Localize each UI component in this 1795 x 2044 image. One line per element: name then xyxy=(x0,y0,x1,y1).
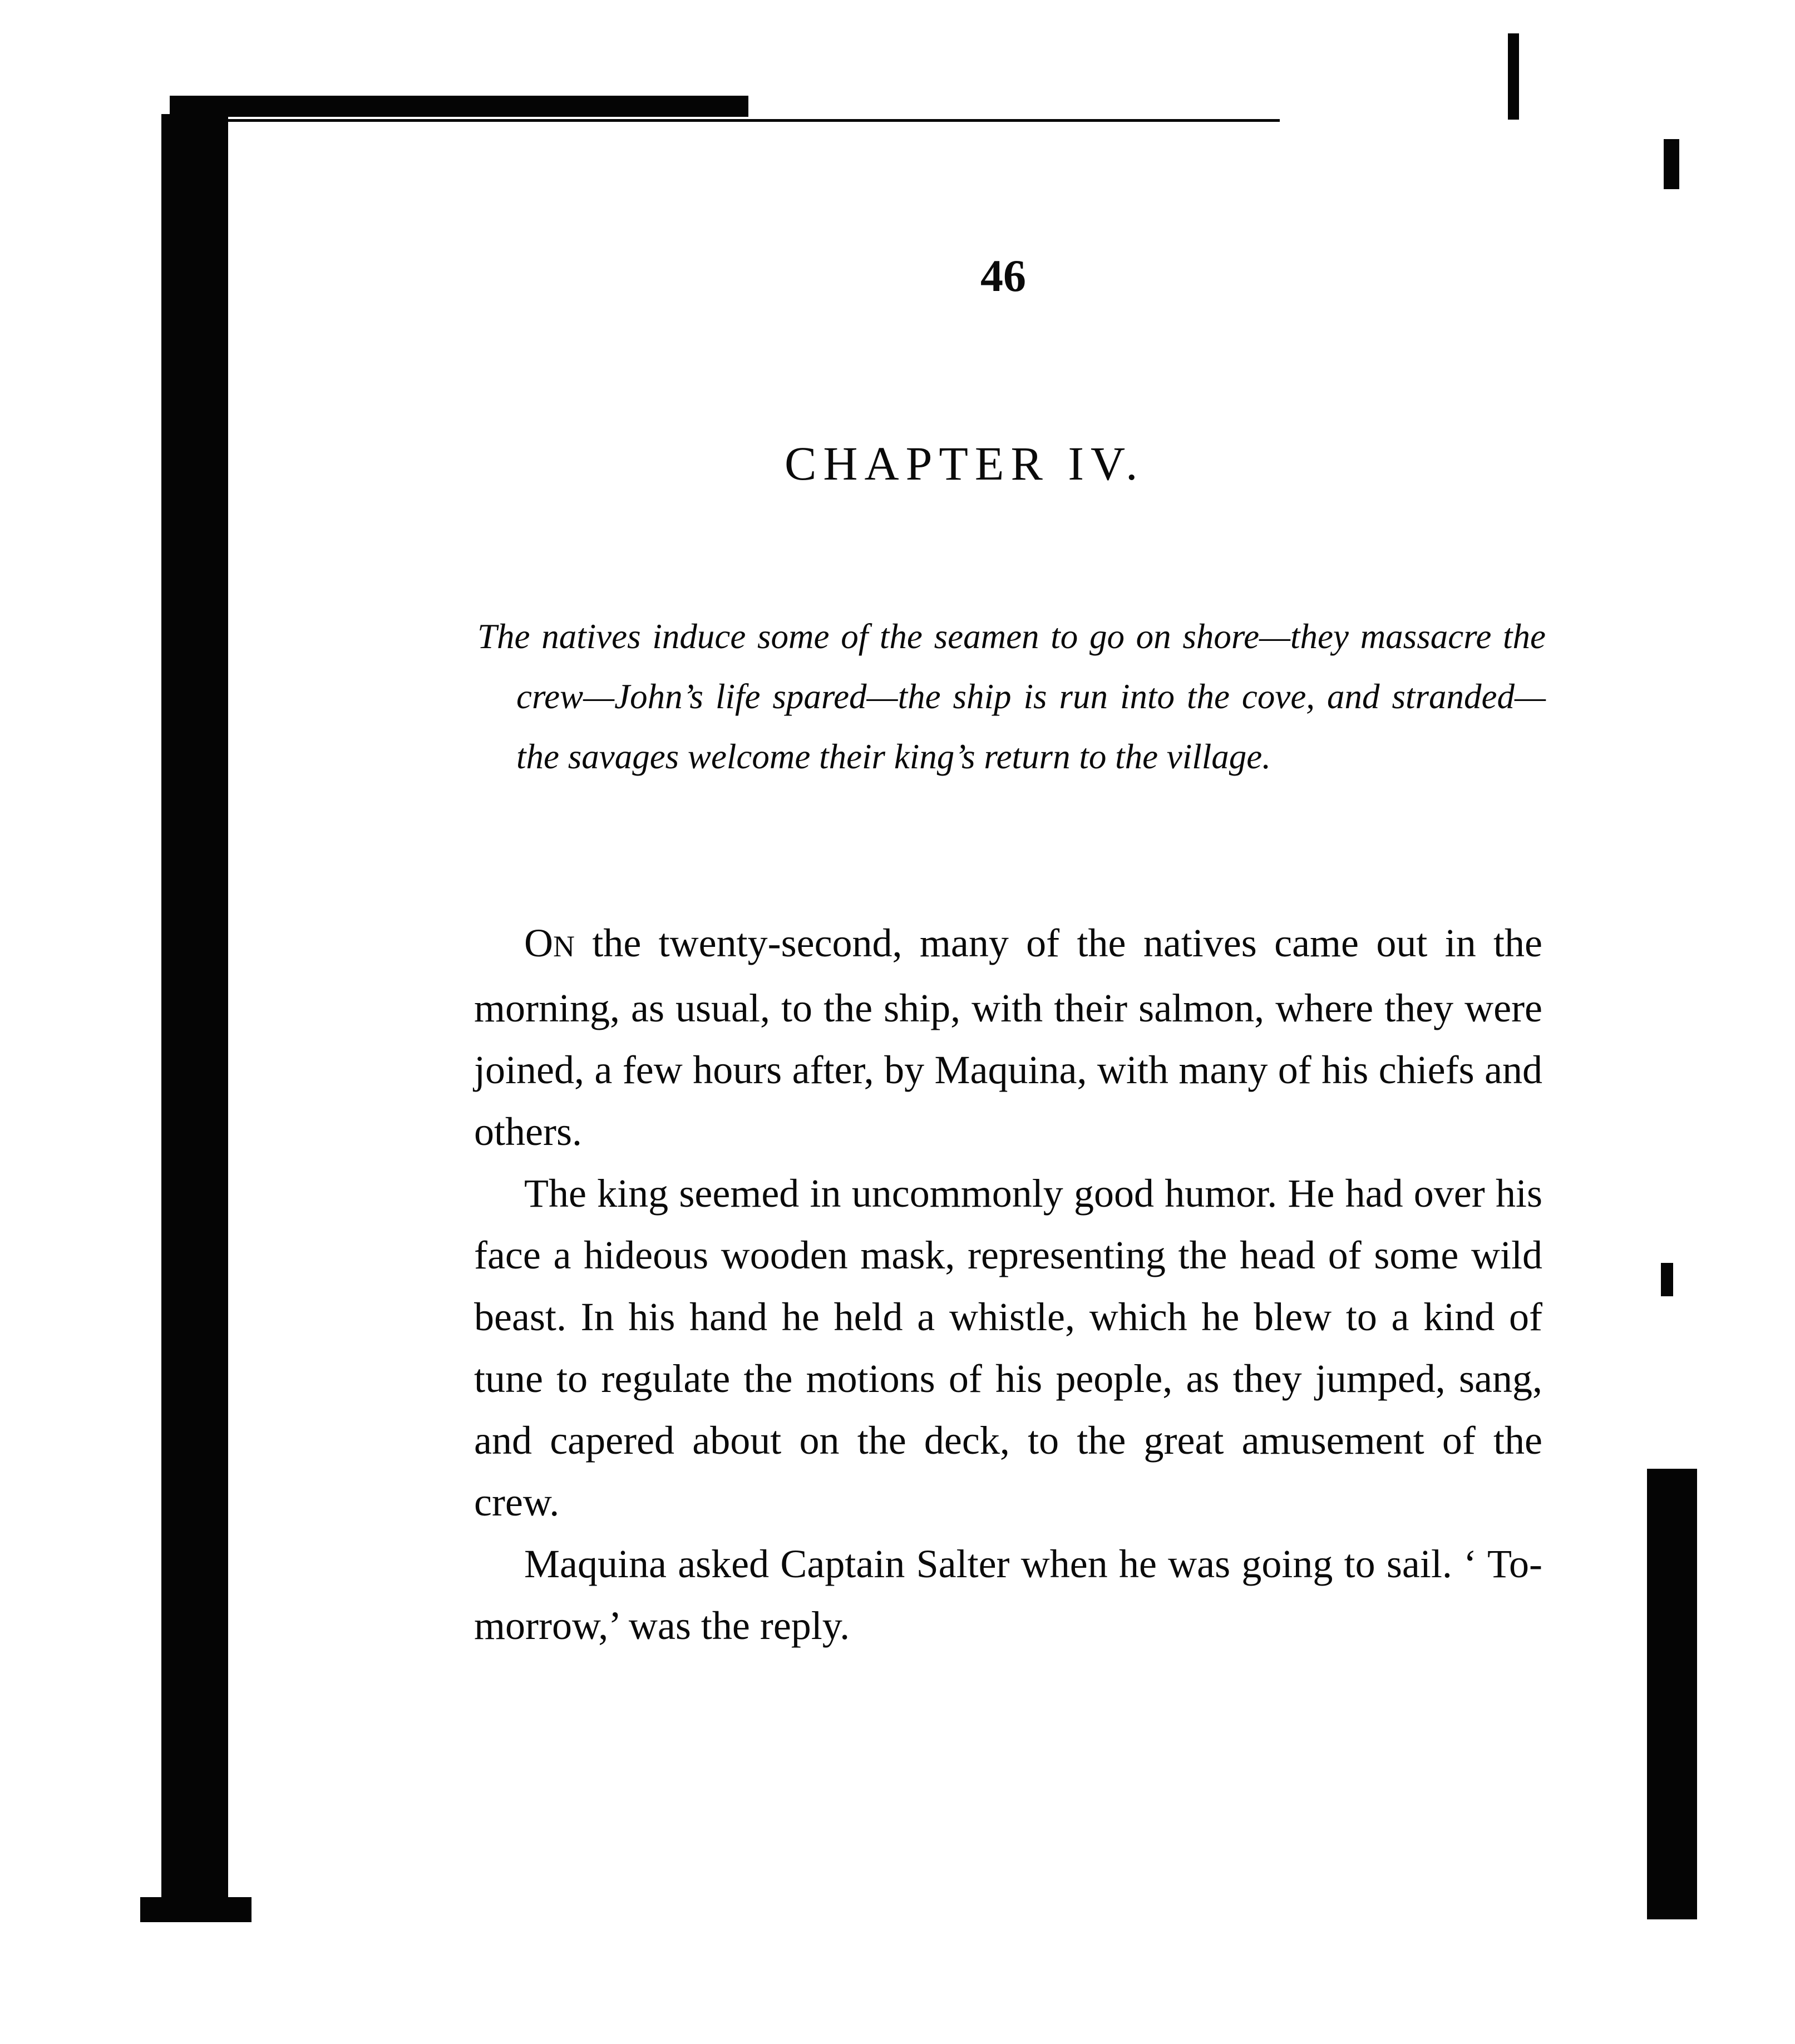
paragraph-1 xyxy=(474,912,1542,1163)
paragraph-3: Maquina asked Captain Salter when he was going to sail. ‘ To-morrow,’ was the reply. xyxy=(474,1542,1542,1648)
paragraph-2: The king seemed in uncommonly good humor. He had over his face a hideous wooden mask, representing the head of some wild beast. In his hand he held a whistle, which he blew to a kind of tune to regulate the motions of his people, as they jumped, sang, and capered about on the deck, to the great amusement of the crew. xyxy=(474,1171,1542,1524)
body-text xyxy=(474,912,1542,1657)
dropcap-rest: N xyxy=(553,930,575,963)
scan-border-left-foot xyxy=(140,1897,252,1922)
paragraph-1-text: the twenty-second, many of the natives came out in the morning, as usual, to the ship, with their salmon, where they were joined, a few hours after, by Maquina, with many of his chiefs and others. xyxy=(474,921,1542,1154)
scan-mark-top-right xyxy=(1508,33,1519,120)
page-number: 46 xyxy=(980,250,1026,301)
scan-border-top-line xyxy=(223,119,1280,122)
chapter-title: CHAPTER IV. xyxy=(785,437,1145,490)
scan-border-right xyxy=(1647,1469,1697,1919)
scan-mark-right-dot xyxy=(1661,1263,1673,1296)
chapter-summary-text: The natives induce some of the seamen to go on shore—they massacre the crew—John’s life spared—the ship is run into the cove, and stranded—the savages welcome their king’s return to the village. xyxy=(477,617,1546,776)
scan-border-top xyxy=(170,96,748,117)
chapter-summary xyxy=(477,606,1546,787)
scan-border-left xyxy=(161,114,228,1911)
scan-mark-right-small xyxy=(1664,139,1679,189)
dropcap: O xyxy=(524,921,553,965)
